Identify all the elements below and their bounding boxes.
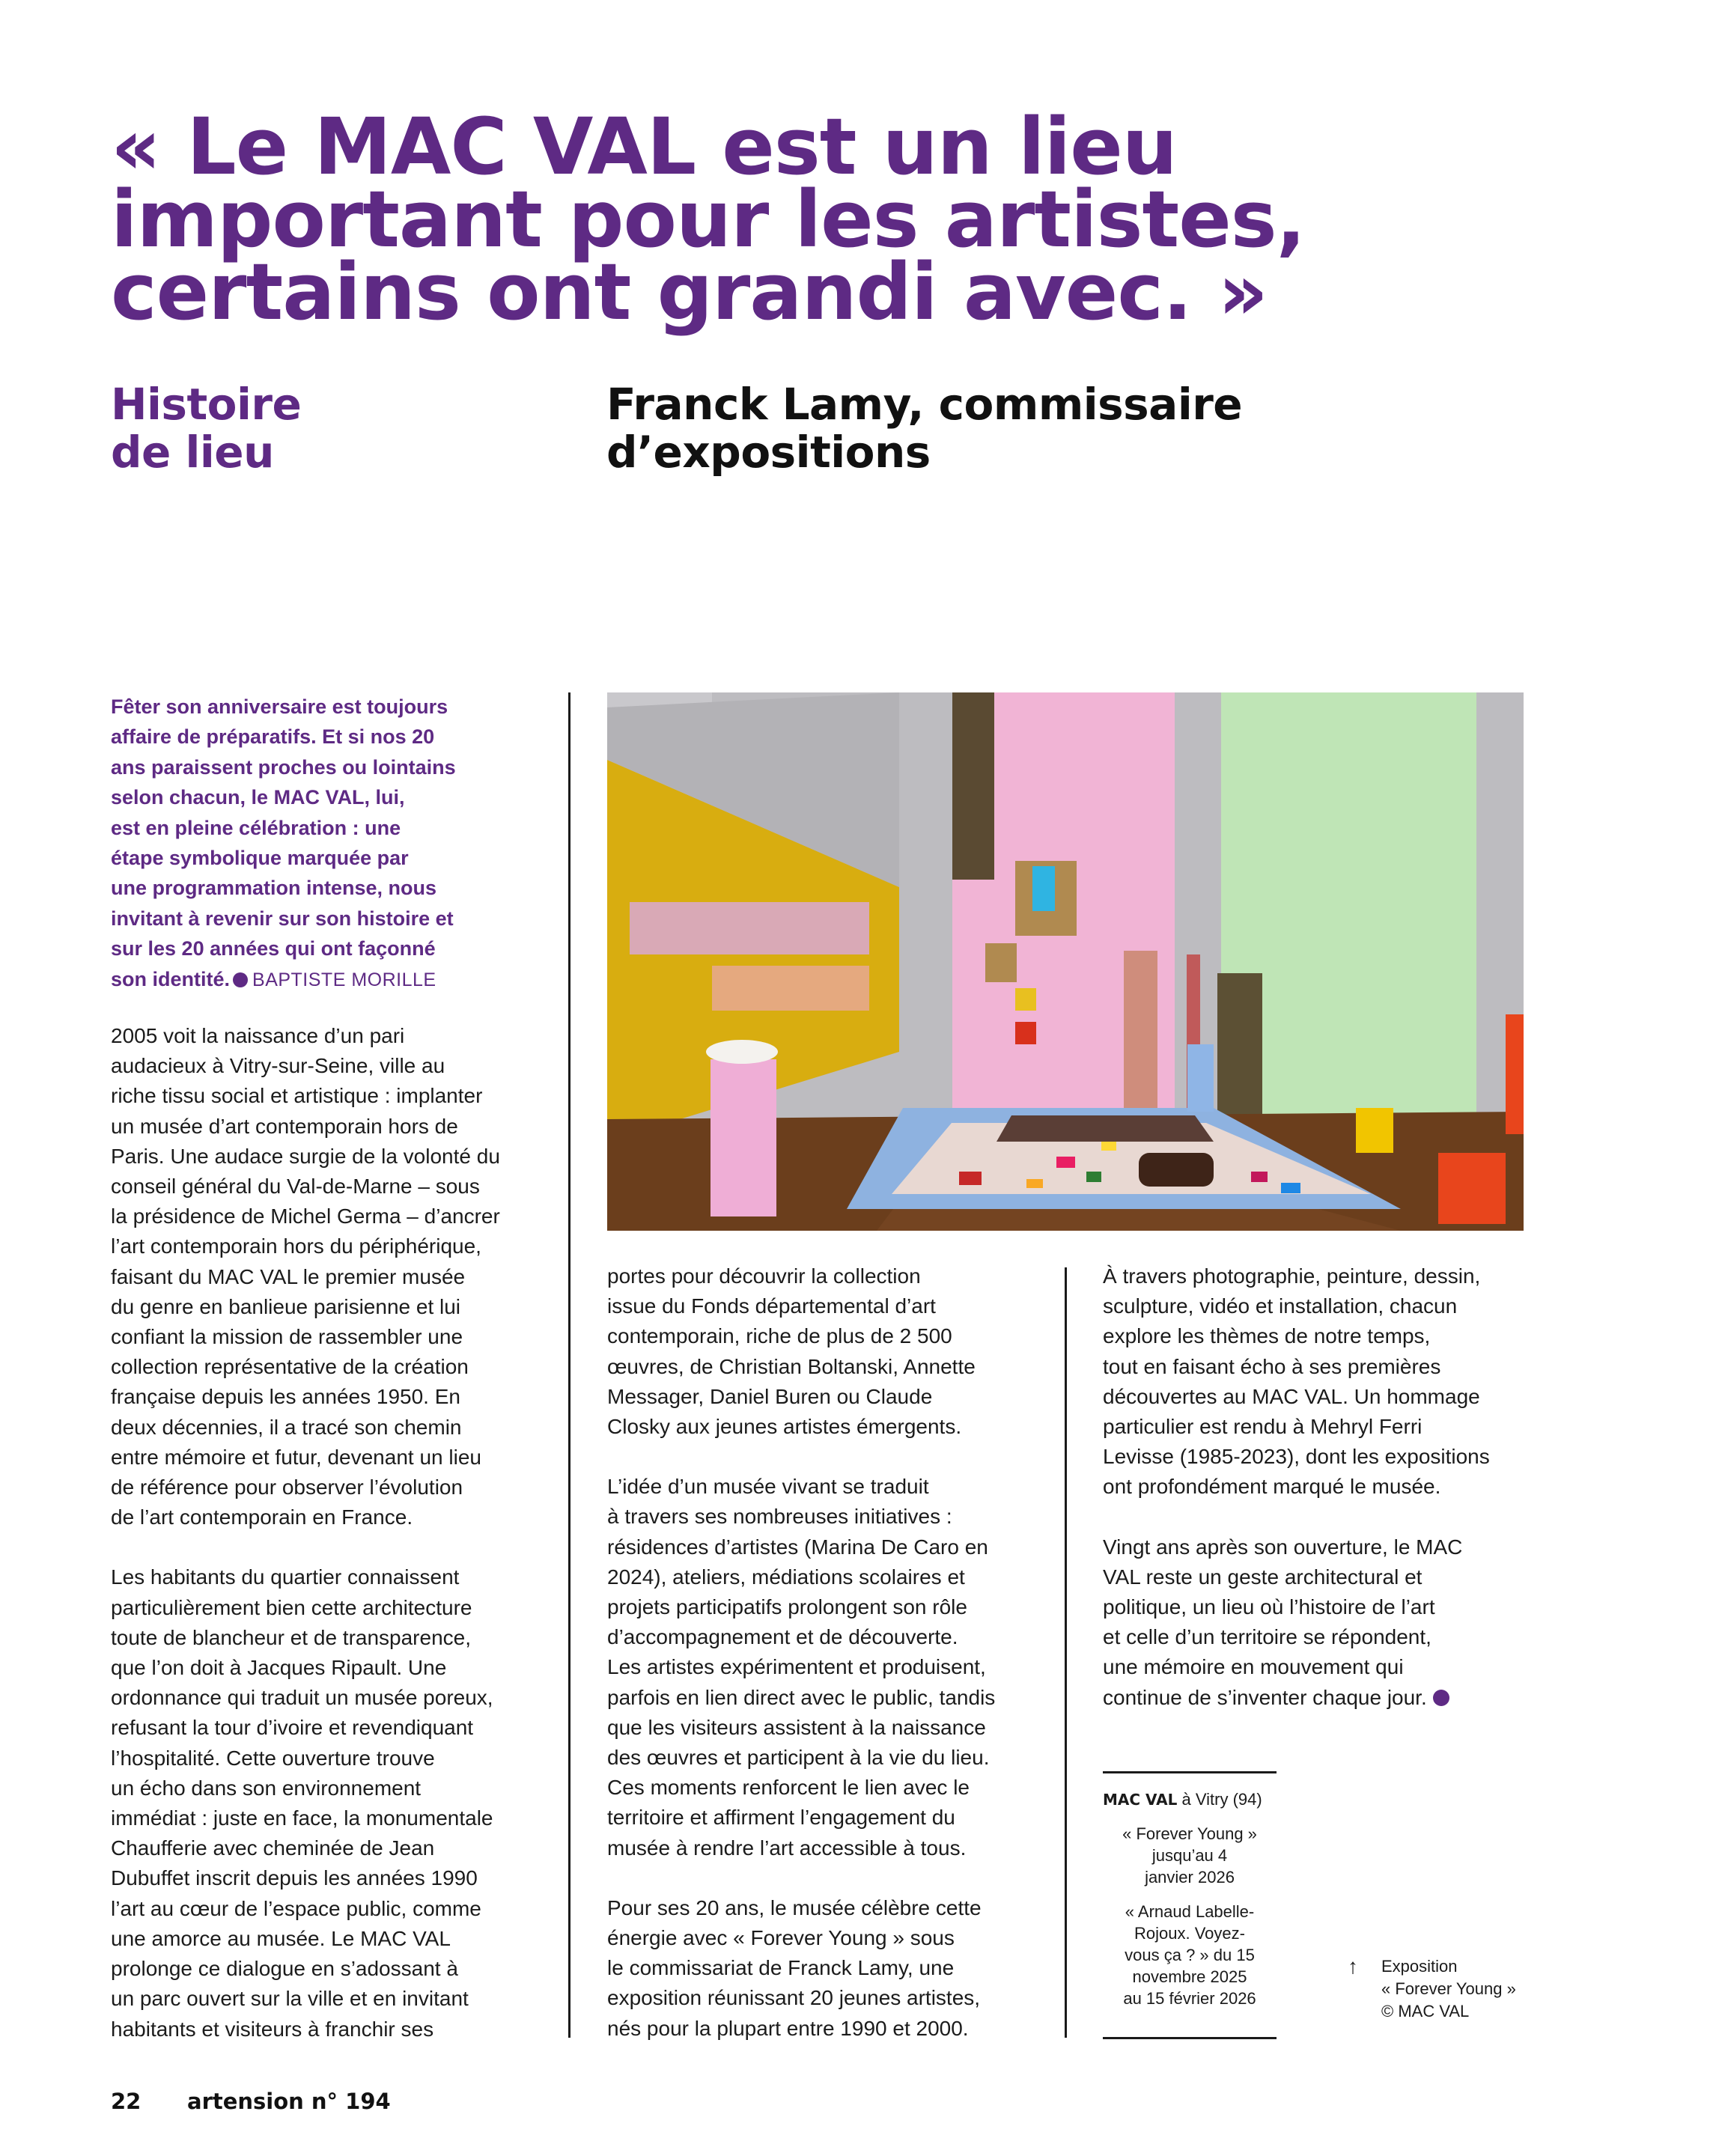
lede-line: est en pleine célébration : une (111, 816, 401, 839)
text-line: ont profondément marqué le musée. (1103, 1475, 1441, 1499)
paragraph (607, 1893, 1056, 2044)
credit-line: « Forever Young » (1381, 1979, 1516, 1998)
text-line: prolonge ce dialogue en s’adossant à (111, 1957, 458, 1981)
paragraph-gap (111, 1532, 560, 1562)
text-line: que l’on doit à Jacques Ripault. Une (111, 1656, 447, 1680)
headline-line: important pour les artistes, (111, 174, 1306, 265)
frame-blue-cloth (1032, 866, 1055, 911)
text-line: Closky aux jeunes artistes émergents. (607, 1415, 962, 1439)
blue-pedestal (1187, 1044, 1214, 1112)
text-line: française depuis les années 1950. En (111, 1385, 460, 1409)
dark-carpet (997, 1115, 1214, 1142)
text-line: et celle d’un territoire se répondent, (1103, 1625, 1431, 1649)
text-line: collection représentative de la création (111, 1355, 469, 1379)
section-title-line: Histoire (111, 379, 302, 430)
text-line: issue du Fonds départemental d’art (607, 1294, 936, 1318)
exhibition-item (1103, 1823, 1277, 1888)
text-line: de l’art contemporain en France. (111, 1505, 413, 1529)
venue-location: à Vitry (94) (1181, 1790, 1262, 1809)
text-line: Ces moments renforcent le lien avec le (607, 1776, 970, 1800)
text-line: 2005 voit la naissance d’un pari (111, 1024, 405, 1047)
arrow-up-icon: ↑ (1348, 1955, 1358, 1978)
headline-line: « Le MAC VAL est un lieu (111, 101, 1177, 192)
text-line: portes pour découvrir la collection (607, 1264, 921, 1288)
text-line: Chaufferie avec cheminée de Jean (111, 1836, 435, 1860)
text-line: nés pour la plupart entre 1990 et 2000. (607, 2016, 969, 2040)
column-middle (607, 1261, 1056, 2044)
text-line: immédiat : juste en face, la monumentale (111, 1806, 493, 1830)
lede-line: son identité. (111, 967, 231, 990)
text-line: de référence pour observer l’évolution (111, 1476, 463, 1499)
text-line: Vingt ans après son ouverture, le MAC (1103, 1535, 1463, 1559)
text-line: À travers photographie, peinture, dessin, (1103, 1264, 1481, 1288)
text-line: découvertes au MAC VAL. Un hommage (1103, 1384, 1480, 1408)
subject-title-line: Franck Lamy, commissaire (606, 379, 1243, 430)
paragraph (111, 1562, 560, 2044)
text-line: continue de s’inventer chaque jour. (1103, 1683, 1552, 1713)
lede-line: affaire de préparatifs. Et si nos 20 (111, 725, 435, 749)
bullet-dot-icon (233, 972, 248, 987)
lede-line: Fêter son anniversaire est toujours (111, 695, 448, 718)
exhibition-line: jusqu’au 4 (1151, 1846, 1228, 1865)
text-line: le commissariat de Franck Lamy, une (607, 1956, 955, 1980)
exhibition-line: « Arnaud Labelle- (1125, 1902, 1255, 1921)
text-line: toute de blancheur et de transparence, (111, 1625, 472, 1649)
paragraph-gap (1103, 1502, 1552, 1532)
text-line: l’hospitalité. Cette ouverture trouve (111, 1746, 435, 1770)
text-line: Les artistes expérimentent et produisent, (607, 1655, 986, 1679)
column-left (111, 1021, 560, 2044)
text-line: confiant la mission de rassembler une (111, 1325, 463, 1349)
text-line: particulier est rendu à Mehryl Ferri (1103, 1415, 1423, 1439)
text-line: L’idée d’un musée vivant se traduit (607, 1475, 929, 1499)
page-number: 22 (111, 2089, 142, 2114)
column-divider (568, 692, 570, 2038)
text-line: que les visiteurs assistent à la naissance (607, 1715, 986, 1739)
text-line: un parc ouvert sur la ville et en invitant (111, 1987, 469, 2011)
text-line: une mémoire en mouvement qui (1103, 1655, 1404, 1679)
venue-name: MAC VAL (1103, 1791, 1178, 1809)
lede-line: sur les 20 années qui ont façonné (111, 937, 436, 960)
paragraph (1103, 1532, 1552, 1713)
orange-cube (1438, 1153, 1506, 1224)
paragraph-gap (607, 1442, 1056, 1472)
text-line: projets participatifs prolongent son rôle (607, 1595, 967, 1619)
text-line: riche tissu social et artistique : implanter (111, 1084, 483, 1108)
frame-red (1015, 1022, 1036, 1044)
credit-line: © MAC VAL (1381, 2002, 1470, 2021)
text-line: Pour ses 20 ans, le musée célèbre cette (607, 1895, 982, 1919)
text-line: du genre en banlieue parisienne et lui (111, 1294, 461, 1318)
column-divider (1065, 1267, 1067, 2038)
text-line: territoire et affirment l’engagement du (607, 1806, 955, 1830)
lede-last-line (111, 964, 530, 995)
text-line: œuvres, de Christian Boltanski, Annette (607, 1354, 976, 1378)
text-line: Les habitants du quartier connaissent (111, 1565, 460, 1589)
lede-line: ans paraissent proches ou lointains (111, 755, 456, 779)
exhibition-item (1103, 1901, 1277, 2009)
gallery-photo-illustration (607, 692, 1524, 1231)
text-line: tout en faisant écho à ses premières (1103, 1354, 1441, 1378)
text-line: 2024), ateliers, médiations scolaires et (607, 1565, 965, 1589)
text-line: conseil général du Val-de-Marne – sous (111, 1175, 480, 1199)
subject-title-line: d’expositions (606, 427, 931, 478)
subject-title (606, 380, 1242, 476)
text-line: la présidence de Michel Germa – d’ancrer (111, 1205, 500, 1228)
exhibition-line: janvier 2026 (1145, 1868, 1235, 1886)
exhibition-line: au 15 février 2026 (1123, 1989, 1256, 2008)
text-line: habitants et visiteurs à franchir ses (111, 2017, 434, 2041)
headline-line: certains ont grandi avec. » (111, 246, 1268, 338)
end-mark-dot-icon (1433, 1690, 1449, 1706)
lede (111, 692, 530, 995)
text-line: audacieux à Vitry-sur-Seine, ville au (111, 1054, 445, 1078)
text-line: refusant la tour d’ivoire et revendiquant (111, 1716, 474, 1740)
text-line: d’accompagnement et de découverte. (607, 1625, 958, 1649)
text-line: à travers ses nombreuses initiatives : (607, 1505, 952, 1529)
frame-yellow (1015, 988, 1036, 1011)
text-line: ordonnance qui traduit un musée poreux, (111, 1686, 493, 1710)
lede-line: étape symbolique marquée par (111, 847, 409, 870)
text-line: politique, un lieu où l’histoire de l’art (1103, 1595, 1435, 1619)
yellow-cube (1356, 1108, 1393, 1153)
text-line: explore les thèmes de notre temps, (1103, 1324, 1431, 1348)
text-line: Paris. Une audace surgie de la volonté du (111, 1144, 500, 1168)
section-title-line: de lieu (111, 427, 274, 478)
venue-line (1103, 1790, 1262, 1809)
paragraph (607, 1472, 1056, 1863)
magazine-issue: artension n° 194 (187, 2089, 391, 2114)
paragraph-gap (607, 1863, 1056, 1893)
photo-credit-text (1381, 1955, 1516, 2023)
text-line: énergie avec « Forever Young » sous (607, 1926, 955, 1950)
text-line: l’art contemporain hors du périphérique, (111, 1234, 481, 1258)
paragraph (607, 1261, 1056, 1442)
text-line: résidences d’artistes (Marina De Caro en (607, 1535, 988, 1559)
text-line: Levisse (1985-2023), dont les expositions (1103, 1445, 1490, 1469)
curtain-left (952, 692, 994, 880)
orange-pole (1506, 1014, 1524, 1134)
exhibition-line: « Forever Young » (1122, 1824, 1257, 1843)
frame-small (985, 943, 1017, 982)
text-line: un musée d’art contemporain hors de (111, 1114, 458, 1138)
paragraph (1103, 1261, 1552, 1502)
text-line: particulièrement bien cette architecture (111, 1595, 472, 1619)
text-line: Messager, Daniel Buren ou Claude (607, 1384, 933, 1408)
text-line: musée à rendre l’art accessible à tous. (607, 1836, 967, 1860)
text-line: sculpture, vidéo et installation, chacun (1103, 1294, 1458, 1318)
lede-line: selon chacun, le MAC VAL, lui, (111, 786, 405, 809)
text-line: l’art au cœur de l’espace public, comme (111, 1896, 481, 1920)
pink-pedestal (711, 1059, 776, 1216)
text-line: faisant du MAC VAL le premier musée (111, 1264, 466, 1288)
exhibition-photo (607, 692, 1524, 1231)
exhibition-line: novembre 2025 (1132, 1967, 1247, 1986)
text-line: un écho dans son environnement (111, 1776, 422, 1800)
text-line: une amorce au musée. Le MAC VAL (111, 1926, 451, 1950)
paragraph (111, 1021, 560, 1532)
headline (111, 101, 1608, 338)
text-line: Dubuffet inscrit depuis les années 1990 (111, 1866, 478, 1890)
text-line: contemporain, riche de plus de 2 500 (607, 1324, 952, 1348)
lede-line: invitant à revenir sur son histoire et (111, 907, 454, 930)
text-line: exposition réunissant 20 jeunes artistes, (607, 1986, 981, 2010)
exhibition-line: Rojoux. Voyez- (1134, 1924, 1245, 1943)
credit-line: Exposition (1381, 1957, 1458, 1976)
text-line: des œuvres et participent à la vie du lieu. (607, 1746, 990, 1770)
lede-line: une programmation intense, nous (111, 877, 437, 900)
section-title (111, 380, 301, 476)
text-line: entre mémoire et futur, devenant un lieu (111, 1445, 481, 1469)
text-line: parfois en lien direct avec le public, tandis (607, 1685, 996, 1709)
text-line: VAL reste un geste architectural et (1103, 1565, 1423, 1589)
text-line: deux décennies, il a tracé son chemin (111, 1415, 462, 1439)
author-byline: BAPTISTE MORILLE (252, 969, 436, 990)
exhibition-line: vous ça ? » du 15 (1125, 1946, 1255, 1964)
exhibition-info-box (1103, 1771, 1277, 2039)
column-right (1103, 1261, 1552, 1713)
white-bowl (706, 1040, 778, 1064)
brown-cushion (1139, 1153, 1214, 1187)
